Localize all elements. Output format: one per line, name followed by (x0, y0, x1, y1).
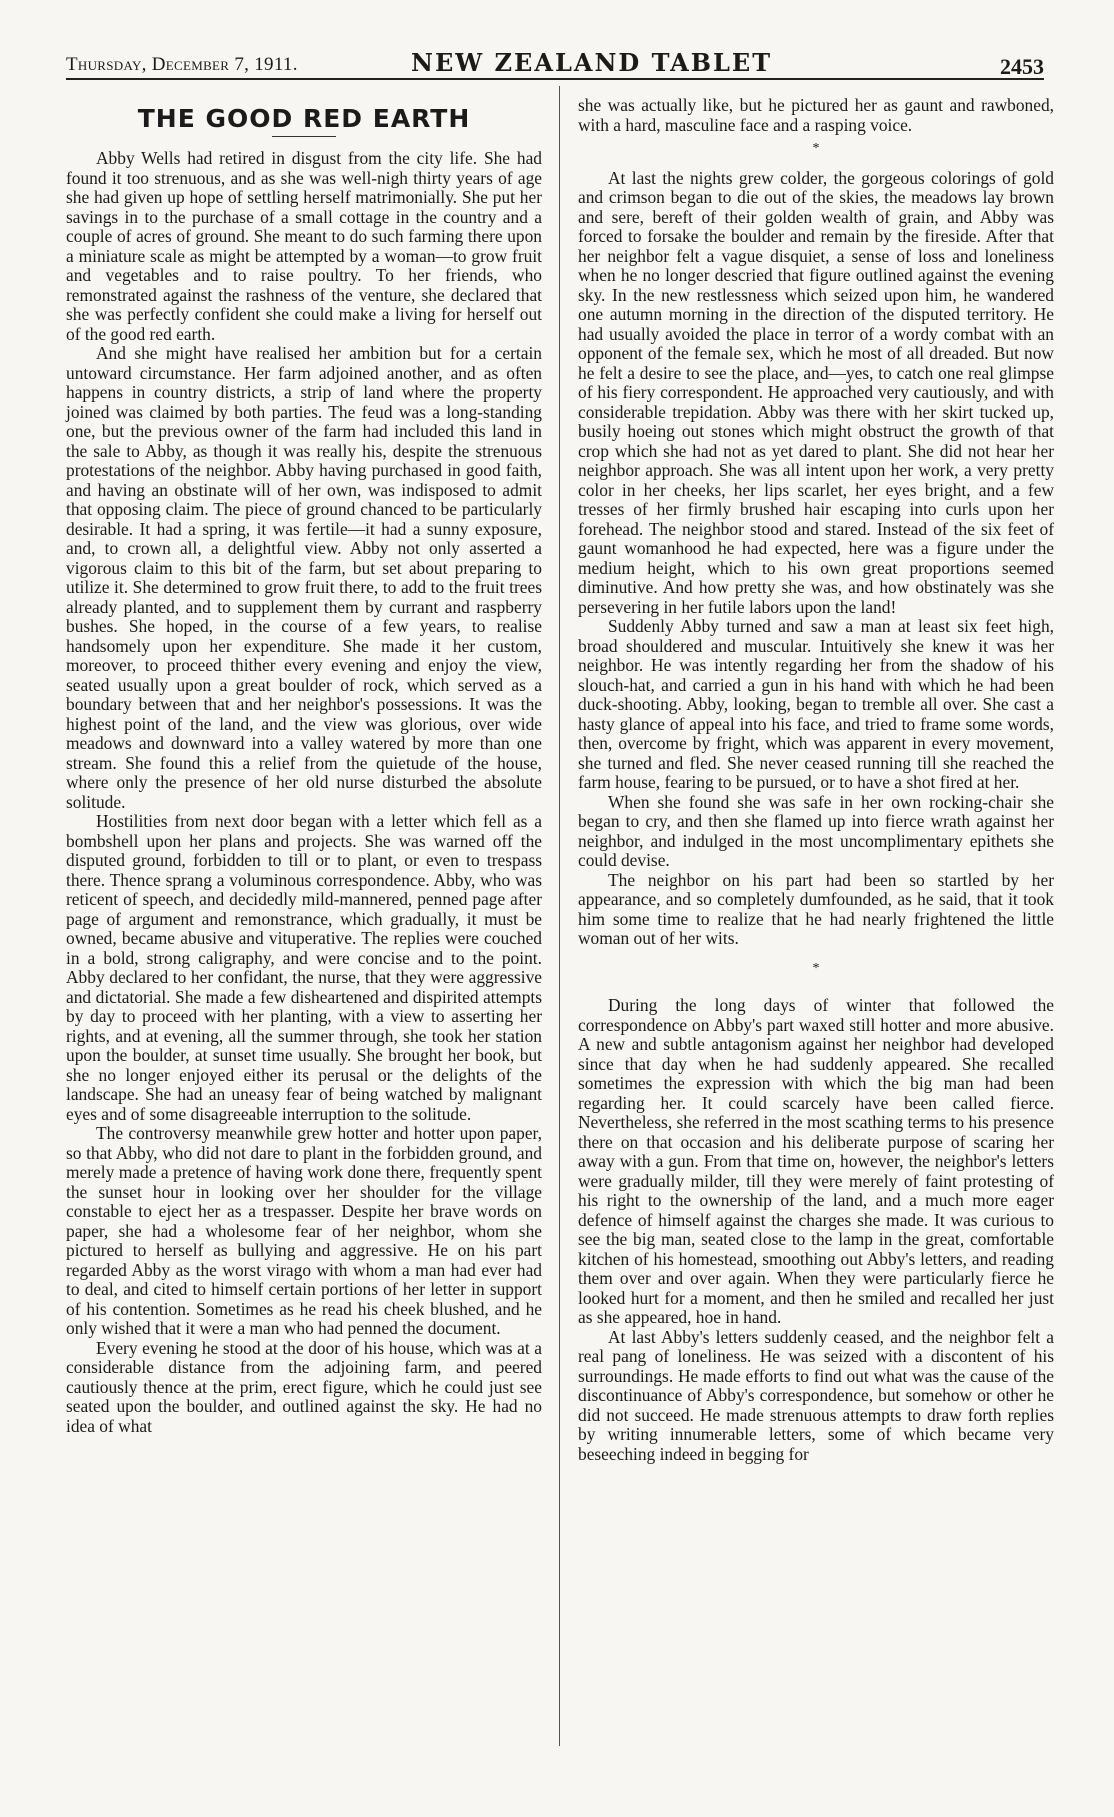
masthead-title: NEW ZEALAND TABLET (411, 48, 773, 77)
section-separator: * (812, 960, 820, 976)
paragraph: When she found she was safe in her own rocking-chair she began to cry, and then she flamed up into fierce wrath against her neighbor, and indulged in the most uncomplimentary epithets she could devise. (578, 791, 1054, 870)
right-column (578, 96, 1054, 1464)
page-number: 2453 (1000, 54, 1044, 79)
paragraph: Every evening he stood at the door of his house, which was at a considerable distance from the adjoining farm, and peered cautiously thence at the prim, erect figure, which he could just see seated upon the boulder, and outlined against the sky. He had no idea of what (66, 1337, 542, 1436)
issue-date: Thursday, December 7, 1911. (66, 54, 298, 75)
title-rule (272, 136, 336, 137)
paragraph: Hostilities from next door began with a letter which fell as a bombshell upon her plans and projects. She was warned off the disputed ground, forbidden to till or to plant, or even to trespass there. Thence sprang a voluminous correspondence. Abby, who was reticent of speech, and decidedly mild-mannered, penned page after page of argument and remonstrance, which gradually, it must be owned, became abusive and vituperative. The replies were couched in a bold, strong caligraphy, and were concise and to the point. Abby declared to her confidant, the nurse, that they were aggressive and dictatorial. She made a few disheartened and dispirited attempts by day to proceed with her planting, with a view to asserting her rights, and at evening, all the summer through, she took her station upon the boulder, at sunset time usually. She brought her book, but she no longer enjoyed either its perusal or the delights of the landscape. She had an uneasy fear of being watched by malignant eyes and of some disagreeable interruption to the solitude. (66, 811, 542, 1124)
article-title: THE GOOD RED EARTH (137, 104, 471, 133)
paragraph-continuation: she was actually like, but he pictured her as gaunt and rawboned, with a hard, masculine face and a rasping voice. (578, 95, 1054, 135)
header-rule (66, 78, 1044, 80)
section-separator: * (812, 141, 820, 156)
paragraph: At last Abby's letters suddenly ceased, and the neighbor felt a real pang of loneliness. He was seized with a discontent of his surroundings. He made efforts to find out what was the cause of the discontinuance of Abby's correspondence, but somehow or other he did not succeed. He made strenuous attempts to draw forth replies by writing innumerable letters, some of which became very beseeching indeed in begging for (578, 1326, 1054, 1464)
paragraph: And she might have realised her ambition but for a certain untoward circumstance. Her farm adjoined another, and as often happens in country districts, a strip of land where the property joined was claimed by both parties. The feud was a long-standing one, but the previous owner of the farm had included this land in the sale to Abby, as though it was really his, despite the strenuous protestations of the neighbor. Abby having purchased in good faith, and having an obstinate will of her own, was indisposed to admit that opposing claim. The piece of ground chanced to be particularly desirable. It had a spring, it was fertile—it had a sunny exposure, and, to crown all, a delightful view. Abby not only asserted a vigorous claim to this bit of the farm, but set about preparing to utilize it. She determined to grow fruit there, to add to the fruit trees already planted, and to supplement them by currant and raspberry bushes. She hoped, in the course of a few years, to realise handsomely upon her expenditure. She made it her custom, moreover, to proceed thither every evening and enjoy the view, seated usually upon a great boulder of rock, which served as a boundary between that and her neighbor's possessions. It was the highest point of the land, and the view was glorious, over wide meadows and downward into a valley watered by more than one stream. She found this a relief from the quietude of the house, where only the presence of her old nurse disturbed the absolute solitude. (66, 343, 542, 812)
paragraph: The neighbor on his part had been so startled by her appearance, and so completely dumfounded, as he said, that it took him some time to realize that he had nearly frightened the little woman out of her wits. (578, 869, 1054, 948)
paragraph: At last the nights grew colder, the gorgeous colorings of gold and crimson began to die out of the skies, the meadows lay brown and sere, bereft of their golden wealth of grain, and Abby was forced to forsake the boulder and remain by the fireside. After that her neighbor felt a vague disquiet, a sense of loss and loneliness when he no longer descried that figure outlined against the evening sky. In the new restlessness which seized upon him, he wandered one autumn morning in the direction of the disputed territory. He had usually avoided the place in terror of a wordy combat with an opponent of the female sex, which he most of all dreaded. But now he felt a desire to see the place, and—yes, to catch one real glimpse of his fiery correspondent. He approached very cautiously, and with considerable trepidation. Abby was there with her skirt tucked up, busily hoeing out stones which might obstruct the growth of that crop which she had not as yet dared to plant. She did not hear her neighbor approach. She was all intent upon her work, a very pretty color in her cheeks, her lips scarlet, her eyes bright, and a few tresses of her firmly brushed hair escaping into curls upon her forehead. The neighbor stood and stared. Instead of the six feet of gaunt womanhood he had expected, here was a figure under the medium height, which to his own great proportions seemed diminutive. And how pretty she was, and how obstinately was she persevering in her futile labors upon the land! (578, 167, 1054, 617)
page-header (66, 48, 1044, 88)
paragraph: Suddenly Abby turned and saw a man at least six feet high, broad shouldered and muscular. Intuitively she knew it was her neighbor. He was intently regarding her from the shadow of his slouch-hat, and carried a gun in his hand with which he had been duck-shooting. Abby, looking, began to tremble all over. She cast a hasty glance of appeal into his face, and tried to frame some words, then, overcome by fright, which was apparent in every movement, she turned and fled. She never ceased running till she reached the farm house, fearing to be pursued, or to have a shot fired at her. (578, 616, 1054, 792)
paragraph: Abby Wells had retired in disgust from the city life. She had found it too strenuous, and as she was well-nigh thirty years of age she had given up hope of settling herself matrimonially. She put her savings in to the purchase of a small cottage in the country and a couple of acres of ground. She meant to do such farming there upon a miniature scale as might be attempted by a woman—to grow fruit and vegetables and to raise poultry. To her friends, who remonstrated against the rashness of the venture, she declared that she was perfectly confident she could make a living for herself out of the good red earth. (66, 148, 542, 344)
column-divider (559, 86, 560, 1746)
paragraph: The controversy meanwhile grew hotter and hotter upon paper, so that Abby, who did not dare to plant in the forbidden ground, and merely made a pretence of having work done there, frequently spent the sunset hour in looking over her shoulder for the village constable to eject her as a trespasser. Despite her brave words on paper, she had a wholesome fear of her neighbor, whom she pictured to herself as bullying and aggressive. He on his part regarded Abby as the worst virago with whom a man had ever had to deal, and cited to himself certain portions of her letter in support of his contention. Sometimes as he read his cheek blushed, and he only wished that it were a man who had penned the document. (66, 1123, 542, 1338)
paragraph: During the long days of winter that followed the correspondence on Abby's part waxed still hotter and more abusive. A new and subtle antagonism against her neighbor had developed since that day when he had suddenly appeared. She recalled sometimes the expression with which the big man had been regarding her. It could scarcely have been called fierce. Nevertheless, she referred in the most scathing terms to his presence there on that occasion and his deliberate purpose of scaring her away with a gun. From that time on, however, the neighbor's letters were gradually milder, till they were merely of faint protesting of his right to the ownership of the land, and a much more eager defence of himself against the charges she made. It was curious to see the big man, seated close to the lamp in the great, comfortable kitchen of his homestead, smoothing out Abby's letters, and reading them over and over again. When they were particularly fierce he looked hurt for a moment, and then he smiled and recalled her just as she appeared, hoe in hand. (578, 995, 1054, 1327)
left-column (66, 96, 542, 1436)
